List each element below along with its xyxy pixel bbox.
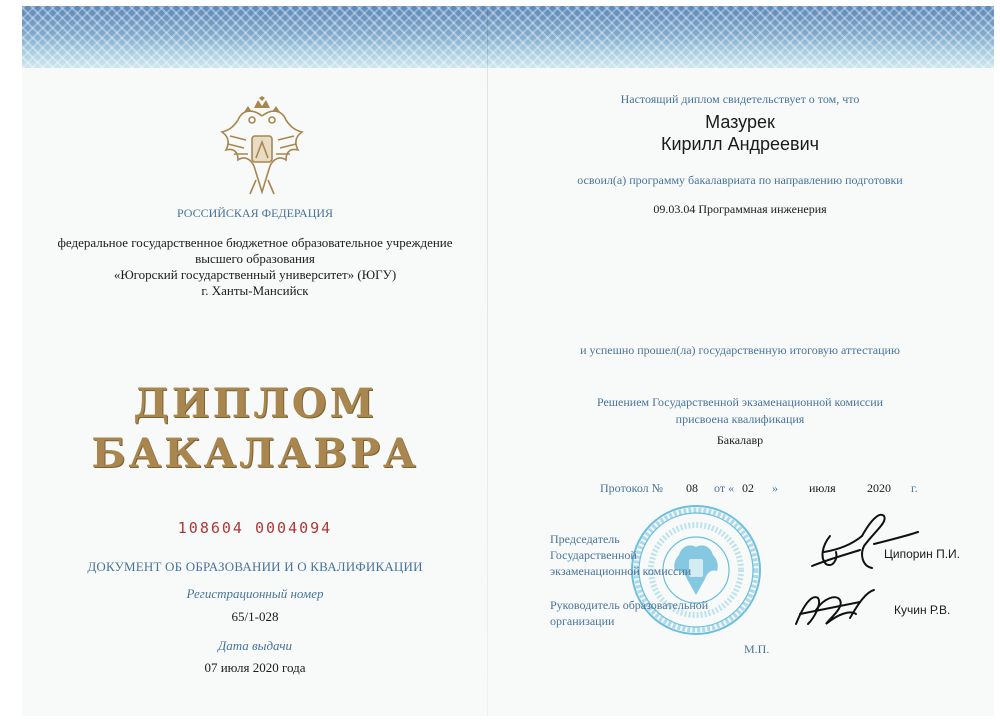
- country-name: РОССИЙСКАЯ ФЕДЕРАЦИЯ: [176, 206, 334, 220]
- institution-line: высшего образования: [195, 251, 315, 266]
- institution-line: г. Ханты-Мансийск: [201, 283, 309, 298]
- seal-place-mark: М.П.: [744, 642, 770, 656]
- institution-line: федеральное государственное бюджетное образовательное учреждение: [57, 235, 453, 250]
- chairman-title-line: Государственной: [550, 548, 637, 562]
- protocol-from: от «: [714, 481, 735, 495]
- institution-name: [22, 235, 488, 299]
- intro-text: Настоящий диплом свидетельствует о том, что: [620, 92, 860, 106]
- qualification: Бакалавр: [716, 433, 764, 447]
- chairman-name: Ципорин П.И.: [884, 547, 961, 561]
- protocol-close-quote: »: [772, 481, 778, 495]
- protocol-label: Протокол №: [600, 481, 664, 495]
- registration-number: 65/1-028: [231, 609, 279, 624]
- issue-date: 07 июля 2020 года: [204, 660, 306, 675]
- head-title-line: Руководитель образовательной: [550, 598, 709, 612]
- diploma-title-line1: ДИПЛОМ: [133, 380, 377, 427]
- chairman-title: [550, 531, 691, 579]
- protocol-year-suffix: г.: [911, 481, 918, 495]
- program-text: освоил(а) программу бакалавриата по направлению подготовки: [577, 173, 903, 187]
- diploma-document: [22, 6, 994, 716]
- decision-text: присвоена квалификация: [675, 412, 805, 426]
- protocol-month: июля: [809, 481, 836, 495]
- graduate-name: Кирилл Андреевич: [660, 134, 820, 154]
- head-title-line: организации: [550, 614, 615, 628]
- registration-label: Регистрационный номер: [186, 586, 324, 601]
- chairman-title-line: экзаменационной комиссии: [550, 564, 692, 578]
- coat-of-arms-icon: [216, 96, 308, 202]
- decision-text: Решением Государственной экзаменационной комиссии: [596, 395, 884, 409]
- decorative-top-band: [22, 6, 994, 68]
- institution-line: «Югорский государственный университет» (ЮГУ): [113, 267, 397, 282]
- protocol-year: 2020: [867, 481, 891, 495]
- head-signature-icon: [790, 584, 880, 632]
- chairman-signature-icon: [802, 506, 922, 576]
- program-name: 09.03.04 Программная инженерия: [653, 202, 827, 216]
- document-type: ДОКУМЕНТ ОБ ОБРАЗОВАНИИ И О КВАЛИФИКАЦИИ: [87, 559, 423, 574]
- graduate-surname: Мазурек: [705, 112, 775, 132]
- diploma-title-line2: БАКАЛАВРА: [91, 430, 419, 477]
- head-name: Кучин Р.В.: [894, 603, 951, 617]
- serial-number: 108604 0004094: [177, 519, 333, 537]
- attestation-text: и успешно прошел(ла) государственную итоговую аттестацию: [580, 343, 900, 357]
- head-title: [550, 597, 708, 629]
- protocol-day: 02: [742, 481, 754, 495]
- protocol-number: 08: [686, 481, 698, 495]
- issue-date-label: Дата выдачи: [217, 638, 293, 653]
- chairman-title-line: Председатель: [550, 532, 620, 546]
